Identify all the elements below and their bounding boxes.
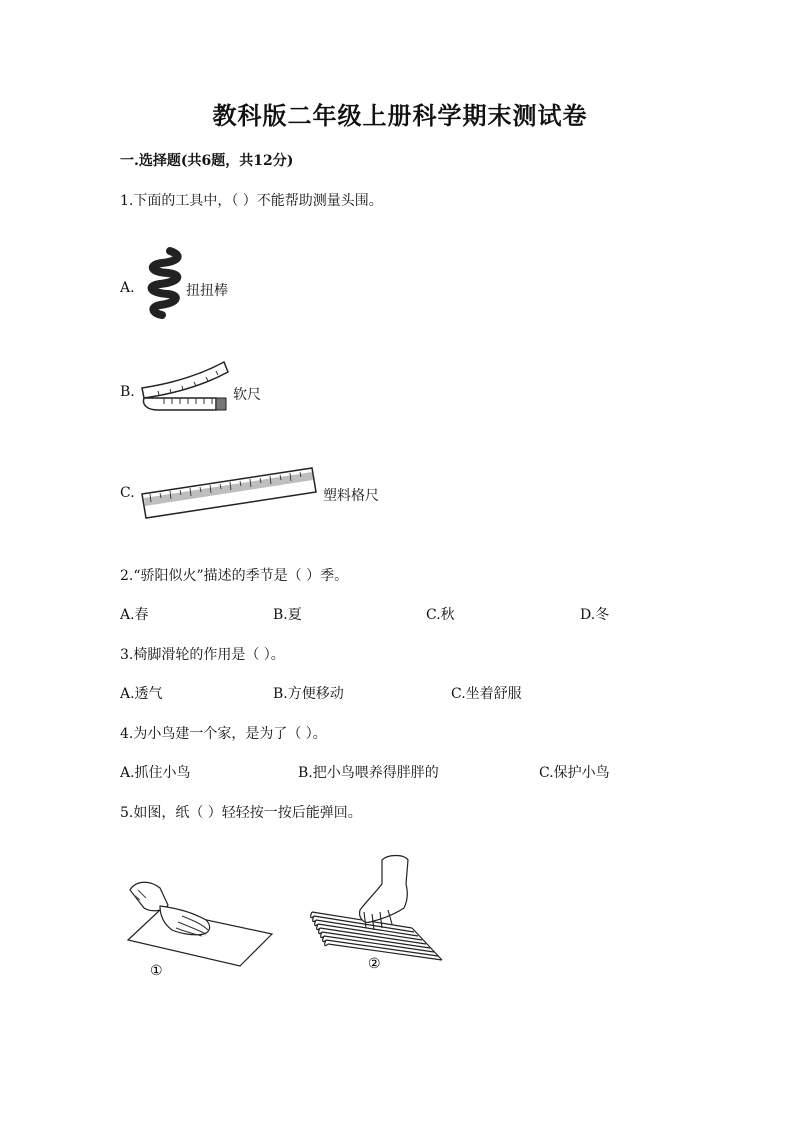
q1-option-c[interactable]	[120, 462, 420, 522]
q1-option-b[interactable]	[120, 358, 320, 418]
q1-option-a[interactable]	[120, 245, 320, 325]
q4-option-a[interactable]: A.抓住小鸟	[120, 765, 191, 781]
q5-figures	[120, 850, 460, 990]
q4-option-c[interactable]: C.保护小鸟	[539, 765, 610, 781]
page-title: 教科版二年级上册科学期末测试卷	[212, 101, 588, 130]
q2-option-c[interactable]: C.秋	[426, 607, 455, 623]
option-letter: B.	[120, 384, 135, 400]
question-3: 3.椅脚滑轮的作用是（ ）。	[120, 647, 285, 663]
section-heading: 一.选择题(共6题，共12分)	[120, 153, 294, 169]
option-text: 扭扭棒	[186, 283, 228, 299]
option-text: 软尺	[233, 387, 261, 403]
option-letter: C.	[120, 485, 135, 501]
flat-paper-figure	[128, 882, 272, 979]
option-text: 塑料格尺	[323, 488, 379, 504]
question-1: 1.下面的工具中，（ ）不能帮助测量头围。	[120, 193, 383, 209]
q2-option-a[interactable]: A.春	[120, 607, 149, 623]
figure-label-1: ①	[150, 963, 163, 979]
question-2: 2.“骄阳似火”描述的季节是（ ）季。	[120, 568, 349, 584]
q2-option-b[interactable]: B.夏	[273, 607, 302, 623]
corrugated-paper-figure	[311, 856, 442, 973]
q2-option-d[interactable]: D.冬	[580, 607, 610, 623]
q4-option-b[interactable]: B.把小鸟喂养得胖胖的	[298, 765, 439, 781]
option-letter: A.	[120, 280, 135, 296]
figure-label-2: ②	[368, 956, 381, 972]
q3-option-b[interactable]: B.方便移动	[273, 686, 344, 702]
question-5: 5.如图，纸（ ）轻轻按一按后能弹回。	[120, 805, 362, 821]
paper-press-illustration	[120, 850, 460, 990]
twisted-stick-icon	[140, 245, 185, 320]
question-4: 4.为小鸟建一个家，是为了（ ）。	[120, 726, 327, 742]
q3-option-c[interactable]: C.坐着舒服	[451, 686, 522, 702]
q3-option-a[interactable]: A.透气	[120, 686, 163, 702]
ruler-icon	[140, 462, 318, 520]
tape-measure-icon	[138, 358, 230, 416]
